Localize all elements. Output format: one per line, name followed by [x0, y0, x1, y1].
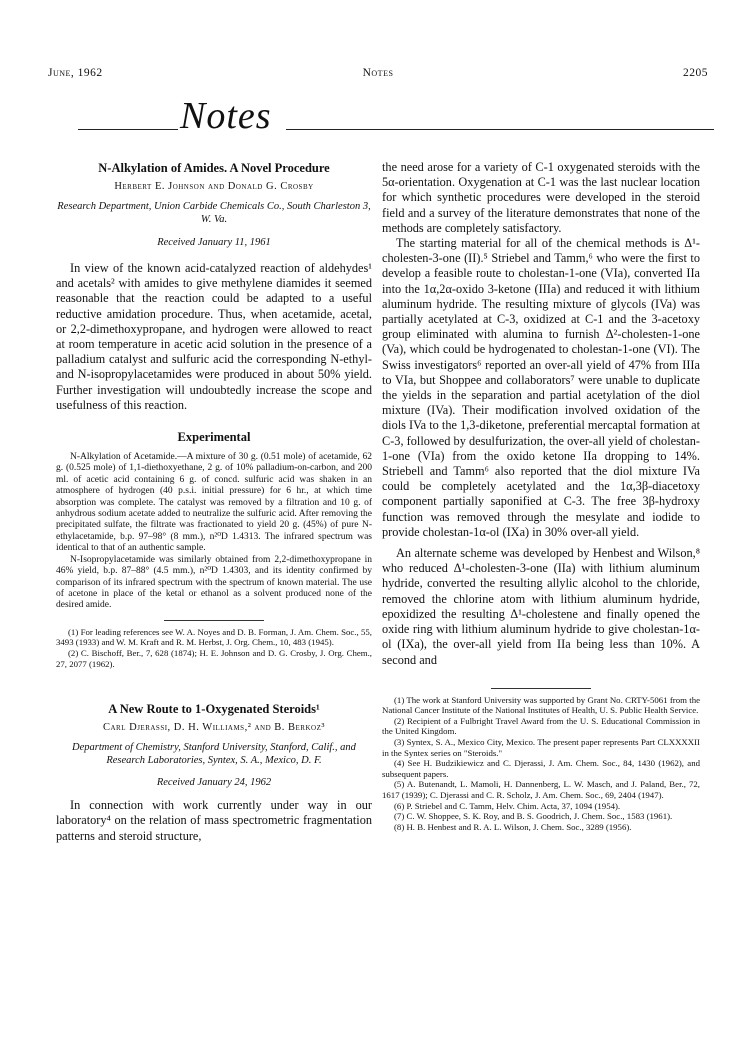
article2-footnote-7: (7) C. W. Shoppee, S. K. Roy, and B. S. Goodrich, J. Chem. Soc., 1583 (1961).: [394, 811, 673, 822]
footnote-divider: [164, 620, 264, 621]
article2-footnote-2: (2) Recipient of a Fulbright Travel Award from the U. S. Educational Commission in the United Kingdom.: [382, 715, 700, 737]
article2-authors: Carl Djerassi, D. H. Williams,² and B. Berkoz³: [103, 722, 325, 734]
article1-affiliation: Research Department, Union Carbide Chemicals Co., South Charleston 3, W. Va.: [57, 201, 371, 225]
article2-intro: In connection with work currently under way in our laboratory⁴ on the relation of mass spectrometric fragmentation patterns and steroid structure,: [56, 798, 372, 843]
footnote-divider: [491, 688, 591, 689]
article2-footnote-4: (4) See H. Budzikiewicz and C. Djerassi, J. Am. Chem. Soc., 84, 1430 (1962), and subsequent papers.: [382, 758, 700, 779]
section-banner: [78, 96, 714, 138]
article2-paragraph-3: An alternate scheme was developed by Henbest and Wilson,⁸ who reduced Δ¹-cholesten-3-one (IIa) with lithium aluminum hydride, converted the resulting allylic alcohol to the chloride, removed the chlorine atom with lithium aluminum hydride, epoxidized the resulting Δ¹-cholestene and finally opened the oxide ring with lithium aluminum hydride to give cholestan-1α-ol (IXa), the over-all yield from IIa being less than 10%. A second and: [382, 546, 700, 667]
article2-received: Received January 24, 1962: [156, 777, 272, 789]
banner-rule-right: [286, 129, 714, 130]
article2-footnote-5: (5) A. Butenandt, L. Mamoli, H. Dannenberg, L. W. Masch, and J. Paland, Ber., 72, 1617 (1939); C. Djerassi and C. R. Scholz, J. Am. Chem. Soc., 69, 2404 (1947).: [382, 779, 700, 801]
experimental-paragraph-1: N-Alkylation of Acetamide.—A mixture of 30 g. (0.51 mole) of acetamide, 62 g. (0.525 mole) of 1,1-diethoxyethane, 2 g. of 10% palladium-on-carbon, and 200 ml. of acetic acid containing 6 g. of concd. sulfuric acid was shaken in an atmosphere of hydrogen (40 p.s.i. initial pressure) for 6 hr., at which time absorption was complete. The catalyst was removed by a filtration and 10 g. of anhydrous sodium acetate added to neutralize the sulfuric acid. After removing the precipitated sulfate, the filtrate was fractionated to yield 20 g. (45%) of pure N-ethylacetamide, b.p. 97–98° (8 mm.), n²⁰D 1.4313. The infrared spectrum was identical to that of an authentic sample.: [56, 452, 372, 554]
article2-footnote-3: (3) Syntex, S. A., Mexico City, Mexico. The present paper represents Part CLXXXXII in the Syntex series on "Steroids.": [382, 737, 700, 758]
header-section: Notes: [362, 67, 394, 79]
article2-title: A New Route to 1-Oxygenated Steroids¹: [108, 702, 320, 717]
experimental-heading: Experimental: [177, 430, 251, 445]
experimental-paragraph-2: N-Isopropylacetamide was similarly obtained from 2,2-dimethoxypropane in 46% yield, b.p. 87–88° (4.5 mm.), n²⁰D 1.4303, and its identity confirmed by comparison of its infrared spectrum with the spectrum of known material. The use of acetone in place of the ketal or ethanol as a solvent produced none of the desired amide.: [56, 554, 372, 611]
article2-affiliation: Department of Chemistry, Stanford University, Stanford, Calif., and Research Laboratories, Syntex, S. A., Mexico, D. F.: [72, 742, 356, 767]
article2-paragraph-2: The starting material for all of the chemical methods is Δ¹-cholesten-3-one (II).⁵ Striebel and Tamm,⁶ who were the first to develop a feasible route to cholestan-1-one (VIa), converted IIa into the 1α,2α-oxido 3-ketone (IIIa) and reduced it with lithium aluminum hydride. The resulting mixture of glycols (IVa) was partially acetylated at C-3, oxidized at C-1 and the 3-acetoxy group eliminated with alumina to furnish Δ²-cholesten-1-one (Va), which could be hydrogenated to cholestan-1-one (VI). The Swiss investigators⁶ reported an over-all yield of 47% from IIIa to VIa, but Shoppee and collaborators⁷ were unable to duplicate the yields in the separation and partial acetylation of the diol mixture (IVa). Their modification involved oxidation of the diols IVa to the 1,3-diketone, preferential mercaptal formation at C-3, followed by desulfurization, the over-all yield of cholestan-1-one (VIa) from the oxido ketone IIa dropping to 14%. Striebell and Tamm⁶ also reported that the diol mixture IVa could be completely acetylated and the 1α,3β-diacetoxy component partially saponified at C-3. The free 3β-hydroxy function was removed through the mesylate and iodide to provide cholestan-1α-ol (IXa) in 30% over-all yield.: [382, 236, 700, 539]
page-number: 2205: [683, 67, 708, 79]
right-column: [382, 160, 700, 832]
article2-footnote-6: (6) P. Striebel and C. Tamm, Helv. Chim. Acta, 37, 1094 (1954).: [394, 800, 621, 811]
running-head: [48, 67, 708, 83]
banner-rule-left: [78, 129, 178, 130]
article1-received: Received January 11, 1961: [157, 237, 271, 248]
article1-footnote-1: (1) For leading references see W. A. Noyes and D. B. Forman, J. Am. Chem. Soc., 55, 3493 (1933) and W. M. Kraft and R. M. Herbst, J. Org. Chem., 10, 483 (1945).: [56, 626, 372, 648]
section-title: Notes: [180, 95, 272, 137]
header-date: June, 1962: [48, 67, 103, 79]
article1-title: N-Alkylation of Amides. A Novel Procedure: [98, 161, 330, 175]
article2-paragraph-1: the need arose for a variety of C-1 oxygenated steroids with the 5α-orientation. Oxygenation at C-1 was the last nuclear location for which synthetic procedures were developed in the steroid field and a survey of the literature demonstrates that none of the methods are completely satisfactory.: [382, 160, 700, 235]
article1-authors: Herbert E. Johnson and Donald G. Crosby: [114, 181, 314, 192]
article1-footnote-2: (2) C. Bischoff, Ber., 7, 628 (1874); H. E. Johnson and D. G. Crosby, J. Org. Chem., 27, 2077 (1962).: [56, 647, 372, 669]
article1-abstract: In view of the known acid-catalyzed reaction of aldehydes¹ and acetals² with amides to give methylene diamides it seemed reasonable that the reaction could be adapted to a useful reductive amidation procedure. Thus, when acetamide, acetal, or 2,2-dimethoxypropane, and hydrogen were allowed to react at room temperature in acetic acid solution in the presence of a palladium catalyst and sulfuric acid the corresponding N-ethyl- and N-isopropylacetamides were produced in about 50% yield. Further investigation will undoubtedly increase the scope and usefulness of this reaction.: [56, 261, 372, 412]
article2-footnote-1: (1) The work at Stanford University was supported by Grant No. CRTY-5061 from the National Cancer Institute of the National Institutes of Health, U. S. Public Health Service.: [382, 694, 700, 716]
left-column: [56, 160, 372, 844]
article2-footnote-8: (8) H. B. Henbest and R. A. L. Wilson, J. Chem. Soc., 3289 (1956).: [394, 821, 632, 832]
